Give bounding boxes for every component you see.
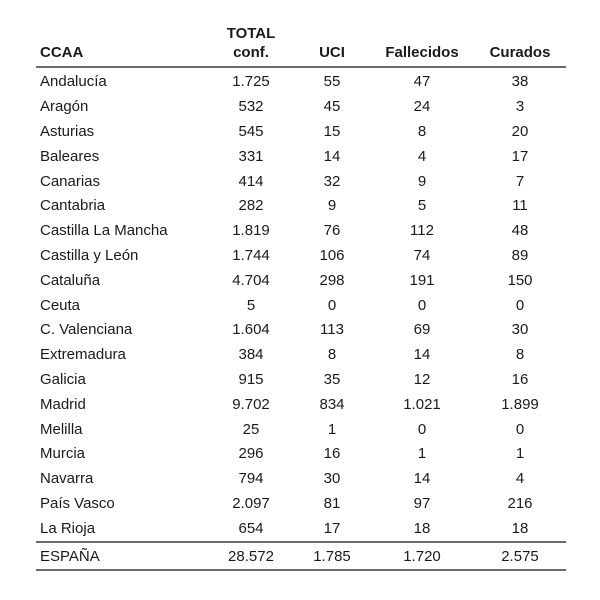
cell-uci: 55 <box>323 73 341 91</box>
cell-total-conf: 915 <box>238 370 264 388</box>
covid-ccaa-table <box>36 24 566 571</box>
cell-ccaa: Asturias <box>40 122 95 140</box>
cell-fallecidos: 4 <box>417 147 427 165</box>
cell-fallecidos: 74 <box>413 246 431 264</box>
cell-fallecidos: 5 <box>417 197 427 215</box>
header-total-line2: conf. <box>233 44 269 61</box>
cell-uci: 113 <box>320 321 344 339</box>
table-row <box>36 244 566 269</box>
cell-curados: 8 <box>515 346 525 364</box>
cell-total-conf: 532 <box>238 98 264 116</box>
cell-uci: 1 <box>327 420 337 438</box>
cell-ccaa: Extremadura <box>40 346 126 364</box>
cell-curados: 150 <box>507 271 533 289</box>
cell-ccaa: Cataluña <box>40 271 101 289</box>
cell-uci: 16 <box>323 445 341 463</box>
header-ccaa: CCAA <box>36 24 208 67</box>
cell-ccaa: Baleares <box>40 147 100 165</box>
table-row <box>36 219 566 244</box>
table-row <box>36 268 566 293</box>
table-row <box>36 194 566 219</box>
cell-uci: 0 <box>327 296 337 314</box>
table-row <box>36 442 566 467</box>
cell-total-conf: 1.604 <box>232 321 270 339</box>
cell-ccaa: Cantabria <box>40 197 106 215</box>
total-row-name: ESPAÑA <box>36 542 208 570</box>
cell-total-conf: 1.744 <box>232 246 270 264</box>
cell-ccaa: Melilla <box>40 420 83 438</box>
cell-uci: 32 <box>323 172 341 190</box>
header-fallecidos: Fallecidos <box>370 24 474 67</box>
cell-ccaa: Castilla La Mancha <box>40 222 168 240</box>
header-row <box>36 24 566 67</box>
cell-curados: 20 <box>511 122 529 140</box>
table-row <box>36 368 566 393</box>
cell-fallecidos: 0 <box>417 296 427 314</box>
table-row <box>36 67 566 95</box>
cell-fallecidos: 8 <box>417 122 427 140</box>
cell-fallecidos: 112 <box>410 222 434 240</box>
table-body <box>36 67 566 542</box>
cell-curados: 38 <box>511 73 529 91</box>
cell-fallecidos: 1 <box>417 445 427 463</box>
cell-ccaa: Navarra <box>40 470 94 488</box>
cell-fallecidos: 0 <box>417 420 427 438</box>
cell-total-conf: 654 <box>238 519 264 537</box>
header-uci: UCI <box>294 24 370 67</box>
cell-curados: 0 <box>515 296 525 314</box>
total-row-fallecidos: 1.720 <box>370 542 474 570</box>
cell-ccaa: Castilla y León <box>40 246 139 264</box>
cell-uci: 30 <box>323 470 341 488</box>
cell-total-conf: 1.725 <box>232 73 270 91</box>
cell-total-conf: 545 <box>238 122 264 140</box>
cell-total-conf: 331 <box>238 147 264 165</box>
cell-total-conf: 794 <box>238 470 264 488</box>
cell-fallecidos: 47 <box>413 73 431 91</box>
cell-curados: 16 <box>511 370 529 388</box>
cell-uci: 76 <box>323 222 341 240</box>
cell-fallecidos: 9 <box>417 172 427 190</box>
covid-ccaa-table-container <box>36 24 566 571</box>
header-total-conf <box>208 24 294 67</box>
cell-curados: 11 <box>512 197 528 215</box>
table-row <box>36 169 566 194</box>
cell-curados: 18 <box>511 519 529 537</box>
table-row <box>36 467 566 492</box>
table-row <box>36 293 566 318</box>
table-row <box>36 120 566 145</box>
cell-ccaa: C. Valenciana <box>40 321 133 339</box>
cell-ccaa: Canarias <box>40 172 101 190</box>
table-row <box>36 417 566 442</box>
cell-fallecidos: 18 <box>413 519 431 537</box>
total-row-curados: 2.575 <box>474 542 566 570</box>
cell-fallecidos: 14 <box>413 346 431 364</box>
cell-fallecidos: 1.021 <box>403 395 441 413</box>
cell-uci: 45 <box>323 98 341 116</box>
cell-fallecidos: 24 <box>413 98 431 116</box>
total-row-total: 28.572 <box>208 542 294 570</box>
header-curados: Curados <box>474 24 566 67</box>
cell-curados: 1 <box>515 445 525 463</box>
cell-ccaa: Madrid <box>40 395 86 413</box>
cell-total-conf: 4.704 <box>232 271 270 289</box>
cell-uci: 106 <box>319 246 345 264</box>
table-row <box>36 392 566 417</box>
cell-curados: 4 <box>515 470 525 488</box>
cell-total-conf: 25 <box>242 420 260 438</box>
cell-uci: 15 <box>323 122 341 140</box>
table-row <box>36 343 566 368</box>
cell-ccaa: La Rioja <box>40 519 96 537</box>
cell-total-conf: 384 <box>238 346 264 364</box>
cell-uci: 17 <box>323 519 341 537</box>
table-row <box>36 318 566 343</box>
cell-uci: 35 <box>323 370 341 388</box>
table-row <box>36 516 566 542</box>
cell-fallecidos: 12 <box>413 370 431 388</box>
cell-ccaa: Galicia <box>40 370 86 388</box>
cell-curados: 0 <box>515 420 525 438</box>
cell-curados: 30 <box>511 321 529 339</box>
cell-uci: 81 <box>323 494 341 512</box>
cell-fallecidos: 14 <box>413 470 431 488</box>
cell-total-conf: 9.702 <box>232 395 270 413</box>
cell-curados: 3 <box>515 98 525 116</box>
cell-ccaa: Aragón <box>40 98 89 116</box>
cell-fallecidos: 97 <box>413 494 431 512</box>
cell-ccaa: Murcia <box>40 445 86 463</box>
table-header <box>36 24 566 67</box>
cell-ccaa: País Vasco <box>40 494 115 512</box>
cell-curados: 216 <box>507 494 533 512</box>
cell-curados: 1.899 <box>501 395 539 413</box>
cell-total-conf: 414 <box>238 172 264 190</box>
cell-curados: 17 <box>511 147 529 165</box>
cell-ccaa: Ceuta <box>40 296 81 314</box>
cell-total-conf: 5 <box>246 296 256 314</box>
cell-fallecidos: 191 <box>409 271 435 289</box>
table-row <box>36 144 566 169</box>
total-row <box>36 542 566 570</box>
cell-fallecidos: 69 <box>413 321 431 339</box>
cell-curados: 7 <box>515 172 525 190</box>
cell-total-conf: 296 <box>238 445 264 463</box>
cell-uci: 14 <box>323 147 341 165</box>
cell-uci: 298 <box>319 271 345 289</box>
cell-curados: 48 <box>511 222 529 240</box>
cell-curados: 89 <box>511 246 529 264</box>
cell-ccaa: Andalucía <box>40 73 107 91</box>
cell-uci: 834 <box>319 395 345 413</box>
cell-total-conf: 2.097 <box>232 494 270 512</box>
table-row <box>36 95 566 120</box>
cell-total-conf: 1.819 <box>232 222 270 240</box>
cell-uci: 9 <box>327 197 337 215</box>
total-row-uci: 1.785 <box>294 542 370 570</box>
cell-uci: 8 <box>327 346 337 364</box>
table-row <box>36 492 566 517</box>
cell-total-conf: 282 <box>238 197 264 215</box>
table-footer <box>36 542 566 570</box>
header-total-line1: TOTAL <box>226 25 276 42</box>
